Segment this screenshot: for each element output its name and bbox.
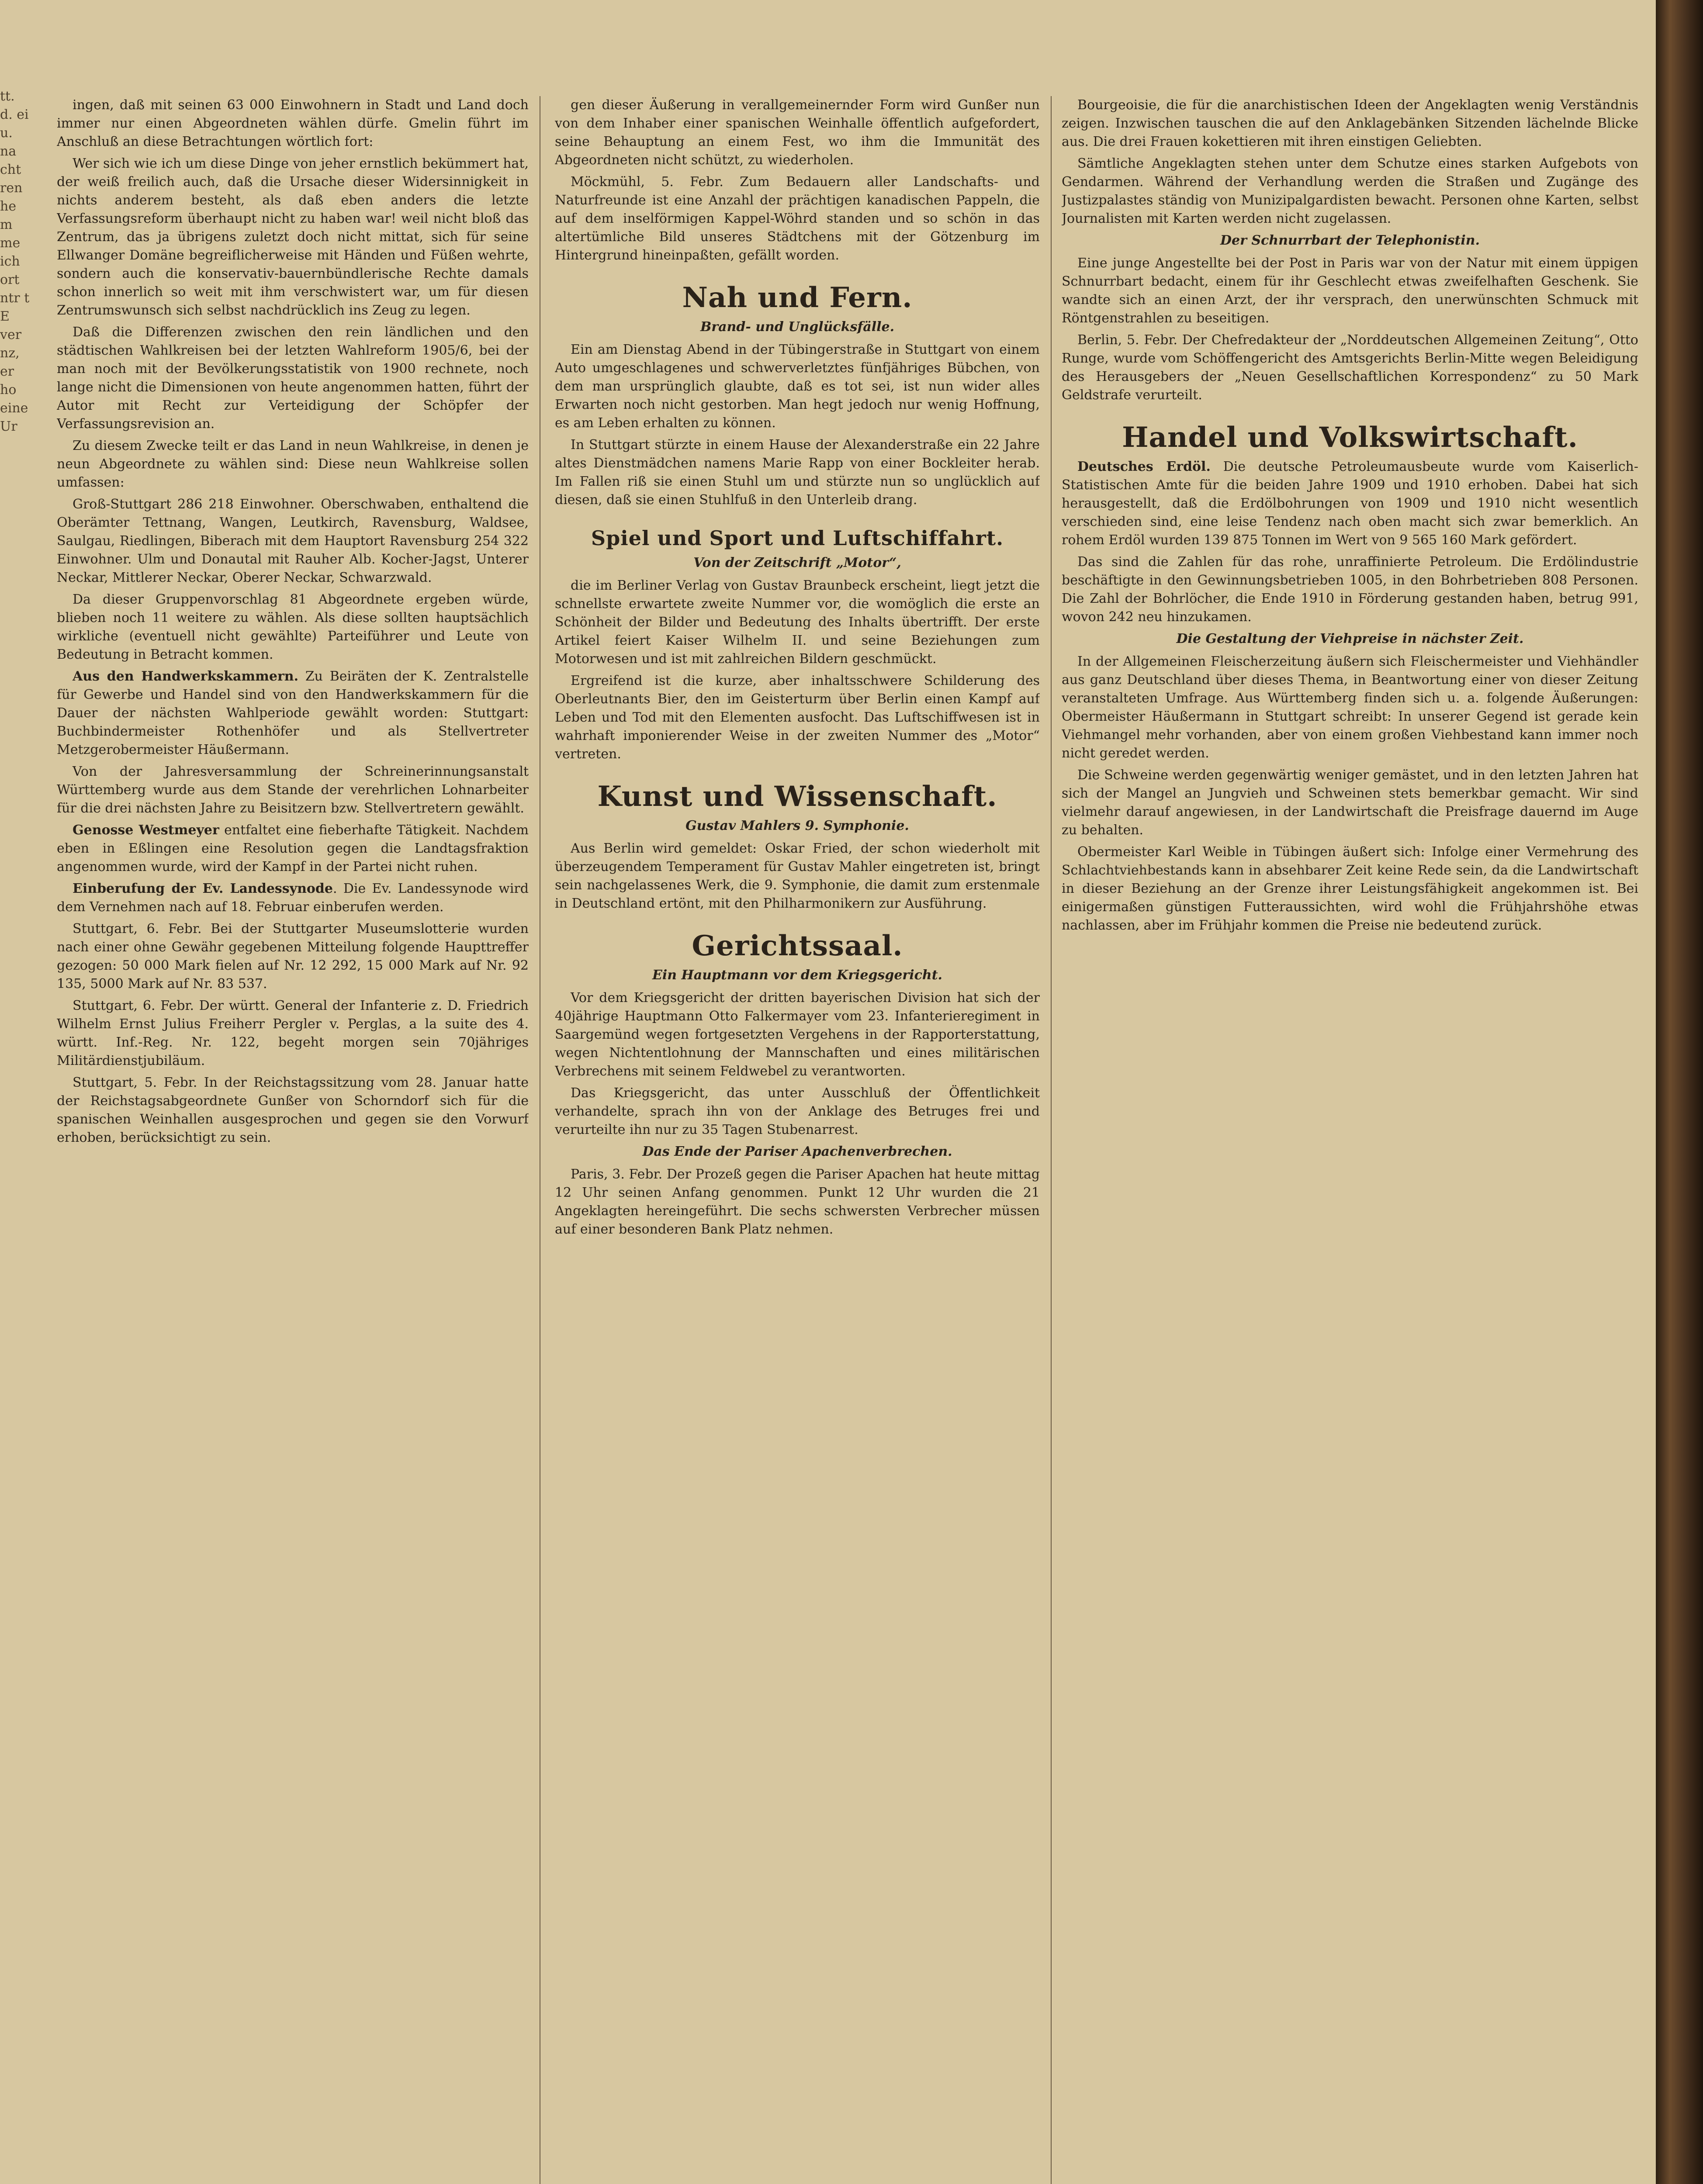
paragraph: Das sind die Zahlen für das rohe, unraffinierte Petroleum. Die Erdölindustrie beschäftigte in den Gewinnungsbetrieben 1005, in den Bohrbetrieben 808 Personen. Die Zahl der Bohrlöcher, die Ende 1910 in Förderung gestanden haben, betrug 991, wovon 242 neu hinzukamen. (1062, 554, 1638, 625)
article-heading: Einberufung der Ev. Landessynode (73, 881, 333, 896)
subsection-title: Der Schnurrbart der Telephonistin. (1220, 233, 1480, 248)
adjacent-page-strip: tt. d. ei u. na cht ren he m me ich ort ntr t E ver nz, er ho eine Ur (0, 89, 30, 434)
book-binding (1656, 0, 1703, 2184)
paragraph: Ein am Dienstag Abend in der Tübingerstraße in Stuttgart von einem Auto umgeschlagenes und schwerverletztes fünfjähriges Bübchen, von dem man ursprünglich glaubte, daß es tot sei, ist nun wider alles Erwarten noch nicht gestorben. Man hegt jedoch nur wenig Hoffnung, es am Leben erhalten zu können. (555, 342, 1040, 431)
paragraph: gen dieser Äußerung in verallgemeinernder Form wird Gunßer nun von dem Inhaber einer spanischen Weinhalle öffentlich aufgefordert, seine Behauptung an einem Fest, wo ihm die Immunität des Abgeordneten nicht schützt, zu wiederholen. (555, 97, 1040, 168)
paragraph: Stuttgart, 5. Febr. In der Reichstagssitzung vom 28. Januar hatte der Reichstagsabgeordnete Gunßer von Schorndorf sich für die spanischen Weinhallen ausgesprochen und gegen sie den Vorwurf erhoben, berücksichtigt zu sein. (57, 1075, 529, 1145)
subsection-title: Das Ende der Pariser Apachenverbrechen. (642, 1144, 952, 1159)
paragraph: Stuttgart, 6. Febr. Der württ. General der Infanterie z. D. Friedrich Wilhelm Ernst Julius Freiherr Pergler v. Perglas, a la suite des 4. württ. Inf.-Reg. Nr. 122, begeht morgen sein 70jähriges Militärdienstjubiläum. (57, 998, 529, 1068)
paragraph: Zu diesem Zwecke teilt er das Land in neun Wahlkreise, in denen je neun Abgeordnete zu wählen sind: Diese neun Wahlkreise sollen umfassen: (57, 438, 529, 490)
paragraph: Sämtliche Angeklagten stehen unter dem Schutze eines starken Aufgebots von Gendarmen. Während der Verhandlung werden die Straßen und Zugänge des Justizpalastes ständig von Munizipalgardisten bewacht. Personen ohne Karten, selbst Journalisten mit Karten werden nicht zugelassen. (1062, 156, 1638, 226)
paragraph: Aus Berlin wird gemeldet: Oskar Fried, der schon wiederholt mit überzeugendem Temperament für Gustav Mahler eingetreten ist, bringt sein nachgelassenes Werk, die 9. Symphonie, die damit zum erstenmale in Deutschland ertönt, mit den Philharmonikern zur Ausführung. (555, 841, 1040, 911)
article-heading: Genosse Westmeyer (73, 822, 219, 838)
paragraph: Möckmühl, 5. Febr. Zum Bedauern aller Landschafts- und Naturfreunde ist eine Anzahl der prächtigen kanadischen Pappeln, die auf dem inselförmigen Kappel-Wöhrd standen und so schön in das altertümliche Bild unseres Städtchens mit der Götzenburg im Hintergrund hineinpaßten, gefällt worden. (555, 174, 1040, 263)
column-2 (555, 96, 1040, 2184)
subsection-title: Ein Hauptmann vor dem Kriegsgericht. (652, 968, 942, 983)
paragraph: In Stuttgart stürzte in einem Hause der Alexanderstraße ein 22 Jahre altes Dienstmädchen namens Marie Rapp von einer Bockleiter herab. Im Fallen riß sie einen Stuhl um und stürzte nun so unglücklich auf diesen, daß sie einen Stuhlfuß in den Unterleib drang. (555, 437, 1040, 508)
paragraph: Stuttgart, 6. Febr. Bei der Stuttgarter Museumslotterie wurden nach einer ohne Gewähr gegebenen Mitteilung folgende Haupttreffer gezogen: 50 000 Mark fielen auf Nr. 12 292, 15 000 Mark auf Nr. 92 135, 5000 Mark auf Nr. 83 537. (57, 921, 529, 992)
paragraph: Ergreifend ist die kurze, aber inhaltsschwere Schilderung des Oberleutnants Bier, den im Geisterturm über Berlin einen Kampf auf Leben und Tod mit den Elementen ausfocht. Das Luftschiffwesen ist in wahrhaft imponierender Weise in der zweiten Nummer des „Motor“ vertreten. (555, 673, 1040, 762)
paragraph: Eine junge Angestellte bei der Post in Paris war von der Natur mit einem üppigen Schnurrbart bedacht, einem für ihr Geschlecht etwas zweifelhaften Geschenk. Sie wandte sich an einen Arzt, der ihr versprach, den unerwünschten Schmuck mit Röntgenstrahlen zu beseitigen. (1062, 256, 1638, 326)
paragraph: Die deutsche Petroleumausbeute wurde vom Kaiserlich-Statistischen Amte für die beiden Jahre 1909 und 1910 erhoben. Dabei hat sich herausgestellt, daß die Erdölbohrungen von 1909 und 1910 nicht wesentlich verschieden sind, eine leise Tendenz nach oben macht sich zwar bemerklich. An rohem Erdöl wurden 139 875 Tonnen im Wert von 9 565 160 Mark gefördert. (1062, 459, 1638, 548)
section-title-kunst-und-wissenschaft: Kunst und Wissenschaft. (597, 780, 997, 813)
paragraph: In der Allgemeinen Fleischerzeitung äußern sich Fleischermeister und Viehhändler aus ganz Deutschland über dieses Thema, in Beantwortung einer von dieser Zeitung veranstalteten Umfrage. Aus Württemberg finden sich u. a. folgende Äußerungen: Obermeister Häußermann in Stuttgart schreibt: In unserer Gegend ist gerade kein Viehmangel mehr vorhanden, aber von einem großen Viehbestand kann immer noch nicht geredet werden. (1062, 654, 1638, 761)
paragraph: Da dieser Gruppenvorschlag 81 Abgeordnete ergeben würde, blieben noch 11 weitere zu wählen. Als diese sollten hauptsächlich wirkliche (eventuell nicht gewählte) Parteiführer und Leute von Bedeutung in Betracht kommen. (57, 592, 529, 662)
paragraph: Bourgeoisie, die für die anarchistischen Ideen der Angeklagten wenig Verständnis zeigen. Inzwischen tauschen die auf den Anklagebänken Sitzenden lächelnde Blicke aus. Die drei Frauen kokettieren mit ihren einstigen Geliebten. (1062, 97, 1638, 149)
column-3 (1062, 96, 1638, 2184)
paragraph: Groß-Stuttgart 286 218 Einwohner. Oberschwaben, enthaltend die Oberämter Tettnang, Wangen, Leutkirch, Ravensburg, Waldsee, Saulgau, Riedlingen, Biberach mit dem Hauptort Ravensburg 254 322 Einwohner. Ulm und Donautal mit Rauher Alb. Kocher-Jagst, Unterer Neckar, Mittlerer Neckar, Oberer Neckar, Schwarzwald. (57, 497, 529, 585)
paragraph: Wer sich wie ich um diese Dinge von jeher ernstlich bekümmert hat, der weiß freilich auch, daß die Ursache dieser Widersinnigkeit in nichts anderem besteht, als daß eben anders die letzte Verfassungsreform überhaupt nicht zu haben war! weil nicht bloß das Zentrum, das ja übrigens zuletzt doch nicht mittat, sich für seine Ellwanger Domäne begreiflicherweise mit Händen und Füßen wehrte, sondern auch die konservativ-bauernbündlerische Rechte damals schon innerlich so weit mit ihm verschwistert war, um für diesen Zentrumswunsch sich selbst nachdrücklich ins Zeug zu legen. (57, 156, 529, 318)
paragraph: Paris, 3. Febr. Der Prozeß gegen die Pariser Apachen hat heute mittag 12 Uhr seinen Anfang genommen. Punkt 12 Uhr wurden die 21 Angeklagten hereingeführt. Die sechs schwersten Verbrecher müssen auf einer besonderen Bank Platz nehmen. (555, 1167, 1040, 1237)
paragraph: Vor dem Kriegsgericht der dritten bayerischen Division hat sich der 40jährige Hauptmann Otto Falkermayer vom 23. Infanterieregiment in Saargemünd wegen fortgesetzten Vergehens in der Rapporterstattung, wegen Nichtentlohnung der Mannschaften und eines militärischen Verbrechens mit seinem Feldwebel zu verantworten. (555, 990, 1040, 1079)
paragraph: ingen, daß mit seinen 63 000 Einwohnern in Stadt und Land doch immer nur einen Abgeordneten wählen dürfe. Gmelin führt im Anschluß an diese Betrachtungen wörtlich fort: (57, 97, 529, 149)
subsection-title: Die Gestaltung der Viehpreise in nächster Zeit. (1176, 631, 1524, 646)
paragraph: Berlin, 5. Febr. Der Chefredakteur der „Norddeutschen Allgemeinen Zeitung“, Otto Runge, wurde vom Schöffengericht des Amtsgerichts Berlin-Mitte wegen Beleidigung des Herausgebers der „Neuen Gesellschaftlichen Korrespondenz“ zu 50 Mark Geldstrafe verurteilt. (1062, 332, 1638, 403)
article-heading: Deutsches Erdöl. (1077, 459, 1211, 474)
column-rule (1051, 96, 1052, 2184)
paragraph: Von der Jahresversammlung der Schreinerinnungsanstalt Württemberg wurde aus dem Stande der verehrlichen Lohnarbeiter für die drei nächsten Jahre zu Beisitzern bzw. Stellvertretern gewählt. (57, 764, 529, 816)
section-title-handel-und-volkswirtschaft: Handel und Volkswirtschaft. (1122, 421, 1578, 454)
paragraph: entfaltet eine fieberhafte Tätigkeit. Nachdem eben in Eßlingen eine Resolution gegen die Landtagsfraktion angenommen wurde, wird der Kampf in der Partei nicht ruhen. (57, 822, 529, 874)
paragraph: Daß die Differenzen zwischen den rein ländlichen und den städtischen Wahlkreisen bei der letzten Wahlreform 1905/6, bei der man noch mit der Bevölkerungsstatistik von 1900 rechnete, noch lange nicht die Dimensionen von heute angenommen hatten, führt der Autor mit Recht zur Verteidigung der Schöpfer der Verfassungsrevision an. (57, 325, 529, 432)
article-heading: Aus den Handwerkskammern. (73, 669, 299, 684)
subsection-title: Gustav Mahlers 9. Symphonie. (685, 818, 909, 833)
paragraph: Zu Beiräten der K. Zentralstelle für Gewerbe und Handel sind von den Handwerkskammern für die Dauer der nächsten Wahlperiode gewählt worden: Stuttgart: Buchbindermeister Rothenhöfer und als Stellvertreter Metzgerobermeister Häußermann. (57, 669, 529, 757)
section-title-gerichtssaal: Gerichtssaal. (692, 930, 903, 962)
column-1: ingen, daß mit seinen 63 000 Einwohnern in Stadt und Land doch immer nur einen Abgeordneten wählen dürfe. Gmelin führt im Anschluß an diese Betrachtungen wörtlich fort: Wer sich wie ich um diese Dinge von jeher ernstlich bekümmert hat, der weiß freilich auch, daß die Ursache dieser Widersinnigkeit in nichts anderem besteht, als daß eben anders die letzte Verfassungsreform überhaupt nicht zu haben war! weil nicht bloß das Zentrum, das ja übrigens zuletzt doch nicht mittat, sich für seine Ellwanger Domäne begreiflicherweise mit Händen und Füßen wehrte, sondern auch die konservativ-bauernbündlerische Rechte damals schon innerlich so weit mit ihm verschwistert war, um für diesen Zentrumswunsch sich selbst nachdrücklich ins Zeug zu legen. Daß die Differenzen zwischen den rein ländlichen und den städtischen Wahlkreisen bei der letzten Wahlreform 1905/6, bei der man noch mit der Bevölkerungsstatistik von 1900 rechnete, noch lange nicht die Dimensionen von heute angenommen hatten, führt der Autor mit Recht zur Verteidigung der Schöpfer der Verfassungsrevision an. Zu diesem Zwecke teilt er das Land in neun Wahlkreise, in denen je neun Abgeordnete zu wählen sind: Diese neun Wahlkreise sollen umfassen: Groß-Stuttgart 286 218 Einwohner. Oberschwaben, enthaltend die Oberämter Tettnang, Wangen, Leutkirch, Ravensburg, Waldsee, Saulgau, Riedlingen, Biberach mit dem Hauptort Ravensburg 254 322 Einwohner. Ulm und Donautal mit Rauher Alb. Kocher-Jagst, Unterer Neckar, Mittlerer Neckar, Oberer Neckar, Schwarzwald. Da dieser Gruppenvorschlag 81 Abgeordnete ergeben würde, blieben noch 11 weitere zu wählen. Als diese sollten hauptsächlich wirkliche (eventuell nicht gewählte) Parteiführer und Leute von Bedeutung in Betracht kommen. Aus den Handwerkskammern. Zu Beiräten der K. Zentralstelle für Gewerbe und Handel sind von den Handwerkskammern für die Dauer der nächsten Wahlperiode gewählt worden: Stuttgart: Buchbindermeister Rothenhöfer und als Stellvertreter Metzgerobermeister Häußermann. Von der Jahresversammlung der Schreinerinnungsanstalt Württemberg wurde aus dem Stande der verehrlichen Lohnarbeiter für die drei nächsten Jahre zu Beisitzern bzw. Stellvertretern gewählt. Genosse Westmeyer entfaltet eine fieberhafte Tätigkeit. Nachdem eben in Eßlingen eine Resolution gegen die Landtagsfraktion angenommen wurde, wird der Kampf in der Partei nicht ruhen. Einberufung der Ev. Landessynode. Die Ev. Landessynode wird dem Vernehmen nach auf 18. Februar einberufen werden. Stuttgart, 6. Febr. Bei der Stuttgarter Museumslotterie wurden nach einer ohne Gewähr gegebenen Mitteilung folgende Haupttreffer gezogen: 50 000 Mark fielen auf Nr. 12 292, 15 000 Mark auf Nr. 92 135, 5000 Mark auf Nr. 83 537. Stuttgart, 6. Febr. Der württ. General der Infanterie z. D. Friedrich Wilhelm Ernst Julius Freiherr Pergler v. Perglas, a la suite des 4. württ. Inf.-Reg. Nr. 122, begeht morgen sein 70jähriges Militärdienstjubiläum. Stuttgart, 5. Febr. In der Reichstagssitzung vom 28. Januar hatte der Reichstagsabgeordnete Gunßer von Schorndorf sich für die spanischen Weinhallen ausgesprochen und gegen sie den Vorwurf erhoben, berücksichtigt zu sein. (57, 96, 529, 2184)
section-title-spiel-und-sport: Spiel und Sport und Luftschiffahrt. (591, 526, 1004, 550)
paragraph: Das Kriegsgericht, das unter Ausschluß der Öffentlichkeit verhandelte, sprach ihn von der Anklage des Betruges frei und verurteilte ihn nur zu 35 Tagen Stubenarrest. (555, 1085, 1040, 1137)
paragraph: die im Berliner Verlag von Gustav Braunbeck erscheint, liegt jetzt die schnellste erwartete zweite Nummer vor, die womöglich die erste an Schönheit der Bilder und Bedeutung des Inhalts übertrifft. Der erste Artikel feiert Kaiser Wilhelm II. und seine Beziehungen zum Motorwesen und ist mit zahlreichen Bildern geschmückt. (555, 578, 1040, 667)
section-title-nah-und-fern: Nah und Fern. (682, 281, 913, 314)
paragraph: Obermeister Karl Weible in Tübingen äußert sich: Infolge einer Vermehrung des Schlachtviehbestands kann in absehbarer Zeit keine Rede sein, da die Landwirtschaft in dieser Beziehung an der Grenze ihrer Leistungsfähigkeit angekommen ist. Bei einigermaßen günstigen Futteraussichten, wird wohl die Frühjahrshöhe etwas nachlassen, aber im Frühjahr kommen die Preise nie bedeutend zurück. (1062, 844, 1638, 933)
paragraph: Die Schweine werden gegenwärtig weniger gemästet, und in den letzten Jahren hat sich der Mangel an Jungvieh und Schweinen stets bemerkbar gemacht. Wir sind vielmehr darauf angewiesen, in der Landwirtschaft die Preisfrage dauernd im Auge zu behalten. (1062, 767, 1638, 838)
subsection-title: Brand- und Unglücksfälle. (700, 319, 895, 335)
subsection-title: Von der Zeitschrift „Motor“, (693, 555, 901, 570)
paragraph: Die Ev. Landessynode wird dem Vernehmen nach auf 18. Februar einberufen werden. (57, 881, 529, 915)
